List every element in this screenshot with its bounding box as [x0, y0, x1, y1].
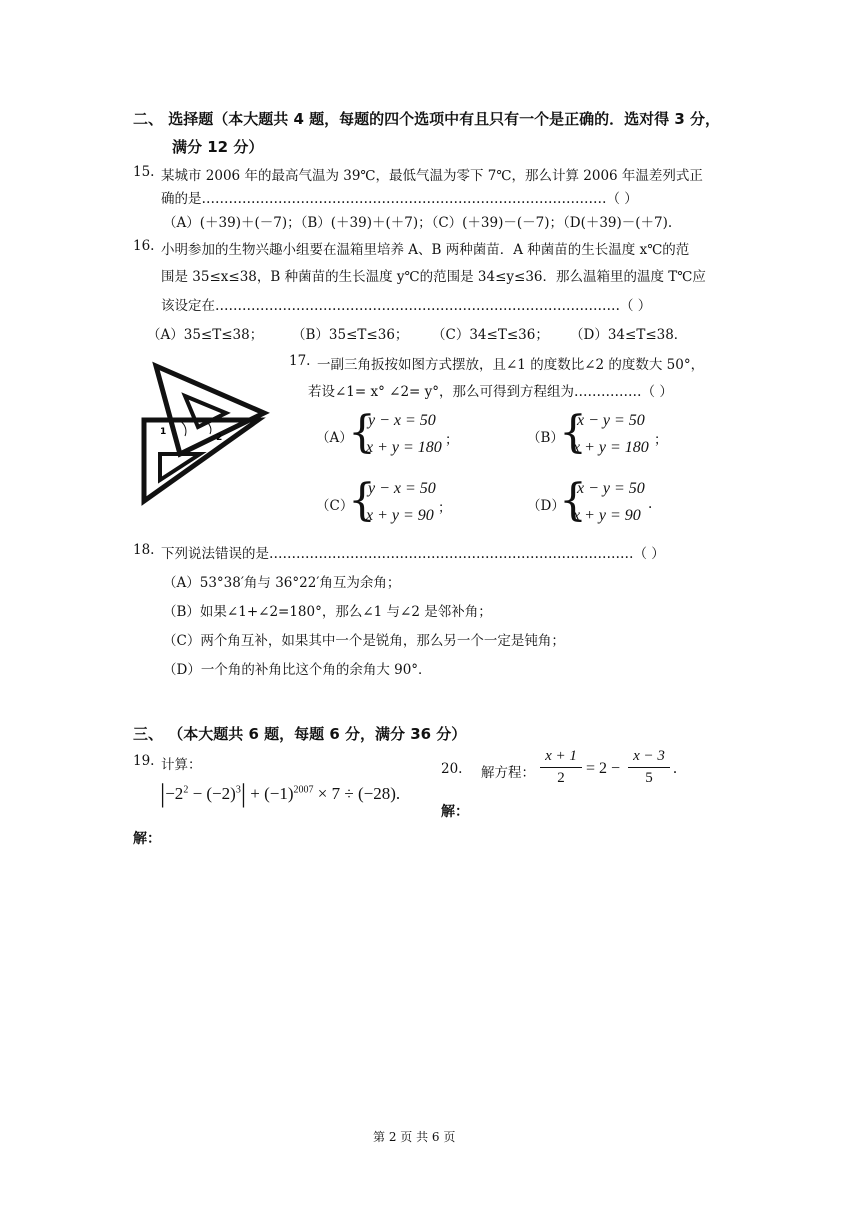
q20-numerator-2: x − 3 — [633, 748, 665, 764]
q20-prompt: 解方程： — [481, 765, 535, 781]
q16-option-d: （D）34≤T≤38． — [570, 327, 688, 343]
section3-heading: 三、 （本大题共 6 题，每题 6 分，满分 36 分） — [133, 725, 467, 743]
q19-answer-label: 解： — [133, 831, 161, 847]
q15-line2: 确的是………………………………………………………………………………（ ） — [161, 191, 638, 207]
q18-option-c: （C）两个角互补，如果其中一个是锐角，那么另一个一定是钝角； — [163, 633, 565, 649]
q17-option-c-eq1: y − x = 50 — [368, 480, 436, 497]
q17-option-a-eq1: y − x = 50 — [368, 412, 436, 429]
q17-option-b-end: ； — [654, 432, 668, 448]
set-squares-figure — [140, 358, 270, 508]
q17-option-a-eq2: x + y = 180 — [366, 439, 442, 456]
q20-denominator-2: 5 — [645, 770, 653, 786]
q17-line2: 若设∠1= x° ∠2= y°，那么可得到方程组为……………（ ） — [308, 384, 673, 400]
q20-fraction-2 — [628, 748, 670, 787]
q17-option-c-label: （C） — [316, 498, 354, 514]
q17-option-a-label: （A） — [316, 430, 353, 446]
q20-answer-label: 解： — [441, 804, 469, 820]
q16-number: 16. — [133, 238, 155, 254]
q15-options: （A）(＋39)＋(－7)；（B）(＋39)＋(＋7)；（C）(＋39)－(－7)；（D(＋39)－(＋7). — [163, 215, 673, 231]
q18-option-b: （B）如果∠1+∠2=180°，那么∠1 与∠2 是邻补角； — [163, 604, 492, 620]
q18-option-d: （D）一个角的补角比这个角的余角大 90°． — [163, 662, 432, 678]
q17-option-b-eq1: x − y = 50 — [577, 412, 645, 429]
q17-option-d-brace: { — [559, 475, 587, 526]
q17-option-c-end: ； — [438, 500, 452, 516]
q19-number: 19. — [133, 753, 155, 769]
q17-option-b-eq2: x + y = 180 — [573, 439, 649, 456]
q19-exp-b: 3 — [235, 784, 241, 796]
q19-expr-a: −2 — [165, 784, 184, 803]
section2-heading-line1: 二、 选择题（本大题共 4 题，每题的四个选项中有且只有一个是正确的．选对得 3 分， — [133, 110, 720, 128]
q16-option-c: （C）34≤T≤36； — [432, 327, 549, 343]
angle1-label: 1 — [160, 427, 167, 437]
q17-option-c-brace: { — [348, 475, 376, 526]
q19-exp-c: 2007 — [293, 784, 314, 796]
q17-option-a-end: ； — [445, 432, 459, 448]
q20-equals-two-minus: = 2 − — [586, 760, 621, 777]
q15-line1: 某城市 2006 年的最高气温为 39℃，最低气温为零下 7℃，那么计算 2006 年温差列式正 — [161, 168, 703, 184]
q20-numerator-1: x + 1 — [545, 748, 577, 764]
q18-number: 18. — [133, 542, 155, 558]
q19-expr-d: × 7 ÷ (−28). — [313, 784, 401, 803]
q17-option-c-eq2: x + y = 90 — [366, 507, 434, 524]
q19-expr-c: + (−1) — [246, 784, 294, 803]
q16-line1: 小明参加的生物兴趣小组要在温箱里培养 A、B 两种菌苗．A 种菌苗的生长温度 x℃的范 — [161, 242, 690, 258]
q16-line3: 该设定在………………………………………………………………………………（ ） — [161, 298, 652, 314]
q20-fraction-1 — [540, 748, 582, 787]
q16-option-b: （B）35≤T≤36； — [292, 327, 409, 343]
q19-expression — [160, 779, 400, 809]
q20-number: 20. — [441, 761, 463, 777]
q15-number: 15. — [133, 164, 155, 180]
angle2-label: 2 — [216, 433, 223, 443]
q16-option-a: （A）35≤T≤38； — [147, 327, 264, 343]
q17-number: 17. — [289, 353, 311, 369]
q17-option-b-brace: { — [559, 407, 587, 458]
q17-option-b-label: （B） — [527, 430, 564, 446]
q17-option-d-eq1: x − y = 50 — [577, 480, 645, 497]
q17-option-a-brace: { — [348, 407, 376, 458]
q19-abs-left-bar: | — [160, 779, 166, 808]
q19-abs-right-bar: | — [240, 779, 247, 808]
q19-prompt: 计算： — [161, 757, 202, 773]
q20-denominator-1: 2 — [557, 770, 565, 786]
q20-end: . — [673, 760, 677, 777]
q18-option-a: （A）53°38′角与 36°22′角互为余角； — [163, 575, 401, 591]
q17-option-d-eq2: x + y = 90 — [573, 507, 641, 524]
q17-option-d-label: （D） — [527, 498, 565, 514]
q19-expr-b: − (−2) — [188, 784, 236, 803]
q16-line2: 围是 35≤x≤38，B 种菌苗的生长温度 y℃的范围是 34≤y≤36．那么温箱里的温度 T℃应 — [161, 269, 706, 285]
q18-line1: 下列说法错误的是………………………………………………………………………（ ） — [161, 546, 665, 562]
q17-line1: 一副三角扳按如图方式摆放，且∠1 的度数比∠2 的度数大 50°， — [317, 357, 705, 373]
q17-option-d-end: . — [648, 496, 653, 512]
section2-heading-line2: 满分 12 分） — [172, 138, 264, 156]
page-footer: 第 2 页 共 6 页 — [373, 1130, 456, 1144]
q19-exp-a: 2 — [183, 784, 189, 796]
